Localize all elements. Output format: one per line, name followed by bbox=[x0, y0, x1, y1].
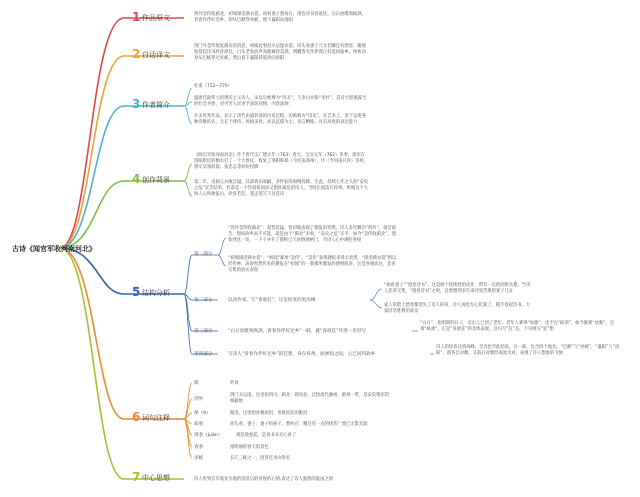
structure-part-4-main: 写诗人“青春作伴好还乡”的狂想，身在梓州，而弹指之间，心已回到故乡 bbox=[228, 352, 376, 357]
structure-part-2-detail-2: 家人的脸上愁容都消失了诗人的喜，诗人再也无心伏案了，随手卷起诗书，大家同享胜利的欢乐 bbox=[384, 303, 531, 314]
branch-line-4 bbox=[60, 181, 184, 248]
branch-4-text-1: 《闻官军收河南河北》作于唐代宗广德元年（763）春天。宝应元年（762）冬季，唐军在洛阳附近的衡水打了一个大胜仗，收复了洛阳和郑（今河南郑州）、汴（今河南开封）等州，叛军头领薛嵩、张忠志等纷纷投降 bbox=[194, 153, 369, 170]
branch-label-5: 结构分析 bbox=[142, 289, 170, 297]
term-5-def: 胡乱地卷起。是说书书无心看了 bbox=[236, 433, 297, 438]
branch-number-1: 1 bbox=[132, 10, 141, 24]
branch-number-4: 4 bbox=[132, 172, 141, 186]
branch-2-text: 剑门外忽传收复蓟北的消息，初闻此事泪水沾湿衣裳。回头看妻子儿女们哪还有愁容，随便收拾起诗书欣喜欲狂。白头老翁放声高歌痛饮美酒，明媚春光作伴我正好返回家乡。快快动身从巴峡穿过巫峡，然后直下襄阳转道奔向洛阳 bbox=[194, 44, 366, 61]
branch-line-6 bbox=[60, 248, 184, 419]
branch-3-text-1: 杜甫（712—770） bbox=[194, 84, 232, 89]
term-2: 剑外 bbox=[194, 397, 204, 402]
structure-part-3-detail-1: “白日”，指明朗的日子，点出人已到了老年。老年人难得“放歌”，也不宜“纵酒”，如今既要“放歌”，还须“纵酒”，正是“喜欲狂”的具体表现。这句写“狂”态，下句则写“狂”想 bbox=[420, 321, 614, 332]
term-4-def: 回头看。妻子：妻子和孩子。愁何在：哪还有一点的忧伤？愁已无影无踪 bbox=[230, 422, 368, 427]
branch-7-text: 诗人听到官军收复失地的消息后的喜悦的心情,表达了诗人强烈的爱国之情 bbox=[194, 477, 333, 482]
branch-number-3: 3 bbox=[132, 97, 141, 111]
structure-part-1: 第一部分 bbox=[194, 252, 213, 257]
branch-label-4: 创作背景 bbox=[142, 176, 170, 184]
structure-part-3: 第三部分 bbox=[194, 329, 213, 334]
branch-1-text: 剑外忽传收蓟北，初闻涕泪满衣裳。却看妻子愁何在，漫卷诗书喜欲狂。白日放歌须纵酒，青春作伴好还乡。即从巴峡穿巫峡，便下襄阳向洛阳 bbox=[194, 12, 366, 23]
structure-part-4-detail-1: 诗人的惊喜达到高峰，全诗也至此结束。这一联，包含四个地名。“巴峡”与“巫峡”，“襄阳”与“洛阳”，既各自对偶，又前后对偶形成流水对，表现了诗人想象的飞驰 bbox=[436, 345, 620, 356]
branch-number-7: 7 bbox=[132, 470, 141, 484]
branch-number-5: 5 bbox=[132, 285, 141, 299]
structure-part-4: 第四部分 bbox=[194, 352, 213, 357]
term-3-def: 眼泪。这里指喜极而泪，喜极而悲的眼泪 bbox=[230, 411, 308, 416]
branch-label-6: 词句注释 bbox=[142, 414, 170, 422]
branch-label-3: 作者简介 bbox=[142, 101, 170, 109]
term-6-def: 指明丽的春天的景色 bbox=[230, 445, 269, 450]
term-3: 涕（tì） bbox=[194, 411, 211, 416]
structure-part-1-line-2: “初闻涕泪满衣裳”：“初闻”紧承“忽传”。“忽传”表现捷报来得太突然，“涕泪满衣裳”则以形传神，表现突然传来的捷报在“初闻”的一刹那所激发的感情波涛，这是喜极而泣，悲喜交集的真实表现 bbox=[228, 256, 397, 273]
structure-part-2-detail-1: “却看妻子”“漫卷诗书”，这是两个连续性的动作，带有一定的因果关系。当诗人悲喜交集，“漫卷诗书”之时，自然想到多年来同受苦难的妻子儿女 bbox=[384, 283, 531, 294]
term-1-def: 听说 bbox=[230, 381, 239, 386]
term-1: 闻 bbox=[194, 381, 199, 386]
branch-label-1: 作品原文 bbox=[142, 14, 170, 22]
branch-label-2: 白话译文 bbox=[142, 51, 170, 59]
term-5: 漫卷（juǎn） bbox=[194, 433, 223, 438]
branch-number-2: 2 bbox=[132, 47, 141, 61]
branch-number-6: 6 bbox=[132, 410, 141, 424]
structure-part-2: 第二部分 bbox=[194, 298, 213, 303]
root-title: 古诗《闻官军收河南河北》 bbox=[12, 245, 96, 253]
term-6: 青春 bbox=[194, 445, 204, 450]
branch-4-text-2: 第二年，史朝义兵败自缢，其部将田承嗣、李怀仙等相继投降。至此，持续七年之久的“安史之乱”宣告结束。杜甫是一个热爱祖国而又饱经离乱的诗人，当时正流落在梓州，听闻这个大快人心的捷报后，欣喜若狂，遂走笔写下这首诗 bbox=[194, 180, 369, 197]
branch-line-2 bbox=[60, 56, 184, 248]
branch-3-text-3: 许多优秀作品，显示了唐代由盛转衰的历史过程，因被称为“诗史”。在艺术上，善于运用各种诗歌形式，尤长于律诗；风格多样，而以沉郁为主；语言精炼，具有高度的表达能力 bbox=[194, 114, 367, 125]
branch-label-7: 中心思想 bbox=[142, 474, 170, 482]
term-2-def: 剑门关以南，这里指四川。蓟北：即河北，泛指唐代幽州、蓟州一带，是安史叛军的根据地 bbox=[230, 393, 389, 404]
branch-line-7 bbox=[60, 248, 184, 479]
structure-part-2-main: 以动作承，写“喜欲狂”，这是惊喜的更高峰 bbox=[228, 298, 316, 303]
structure-part-3-main: “白日放歌须纵酒，青春作伴好还乡”一联，就“喜欲狂”作进一步抒写 bbox=[228, 329, 367, 334]
term-7: 巫峡 bbox=[194, 456, 204, 461]
structure-part-1-line-1: “剑外忽传收蓟北”：起势迅猛，恰切地表现了捷报的突然。诗人多年飘泊“剑外”，备尝艰苦，想回故乡而不可能，就是由于“蓟北”未收，“安史之乱”未平。如今“忽传收蓟北”，想象到这一切，一下子冲开了郁积已久的情感闸门，令诗人心中满腔喜悦 bbox=[228, 226, 397, 243]
term-4: 却看 bbox=[194, 422, 204, 427]
branch-3-text-2: 盛唐代最伟大的现实主义诗人，宋以后被尊为“诗圣”，与李白并称“李杜”。其诗大胆揭露当时社会矛盾，对穷苦人民寄予深切同情，内容深刻 bbox=[194, 96, 367, 107]
term-7-def: 长江三峡之一，因穿过巫山得名 bbox=[230, 456, 291, 461]
